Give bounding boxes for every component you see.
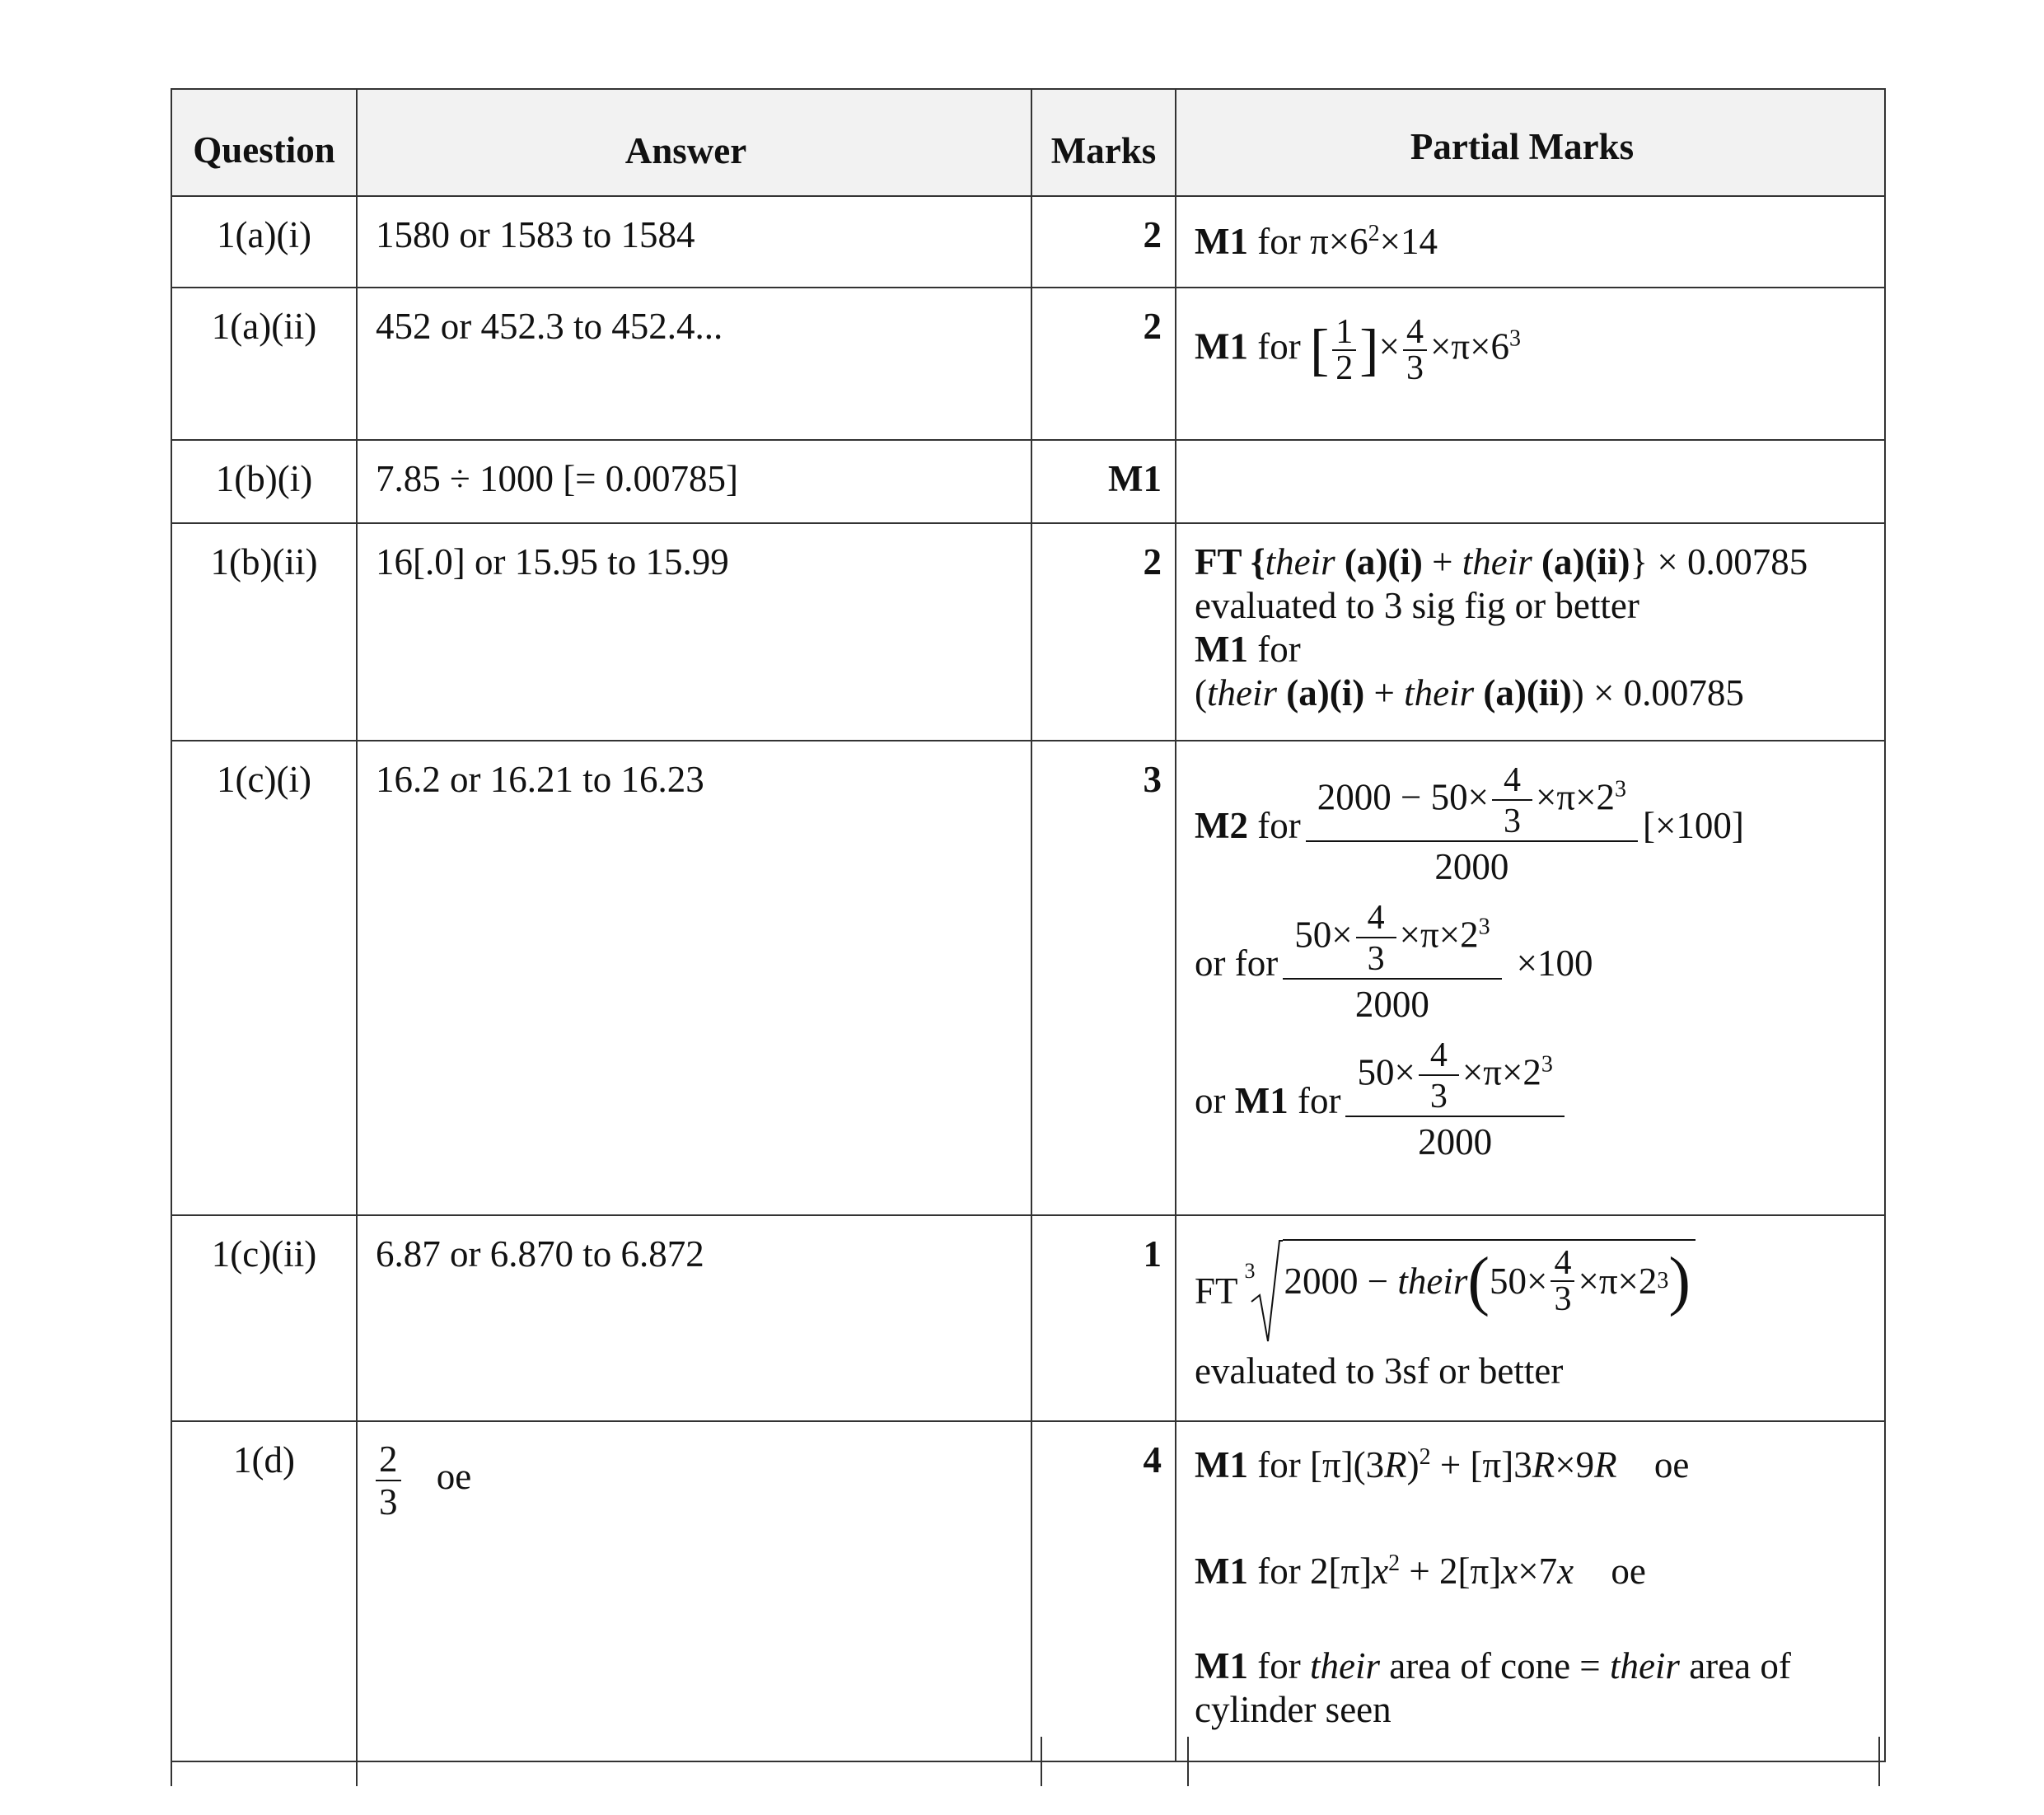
denominator: 2 [1335,349,1354,387]
question-cell: 1(a)(ii) [171,288,357,440]
text: ( [1195,672,1207,713]
partial-marks-cell [1176,523,1885,741]
expr: ×π×6 [1429,325,1509,367]
oe-label: oe [1653,1444,1690,1485]
oe-label: oe [436,1456,472,1498]
partial-line: evaluated to 3sf or better [1195,1350,1564,1392]
numerator: 4 [1551,1246,1574,1282]
fraction [1403,315,1427,386]
cube-root [1244,1237,1696,1345]
expr: 2000 − [1284,1260,1398,1302]
radical-sign-icon [1250,1237,1283,1345]
header-partial-marks: Partial Marks [1176,89,1885,196]
expr: 50× [1490,1260,1548,1302]
fraction [1551,1246,1574,1317]
part-ref: (a)(i) [1335,541,1423,582]
denominator: 3 [1554,1280,1572,1318]
their: their [1207,672,1277,713]
text: or [1195,1080,1235,1121]
marks-cell: 3 [1031,741,1176,1215]
marks-cell: 2 [1031,288,1176,440]
denominator: 3 [379,1481,398,1523]
question-cell: 1(c)(i) [171,741,357,1215]
expr-tail: ×14 [1379,221,1438,262]
text: FT [1195,1270,1238,1312]
math-expr [1310,221,1438,262]
numerator [1283,900,1501,980]
big-fraction [1283,900,1501,1027]
header-row [171,89,1885,196]
fraction [1419,1038,1459,1114]
mark-code: M1 [1234,1080,1289,1121]
exponent: 2 [1368,221,1380,246]
expr: 50× [1294,914,1353,956]
mark-code: M1 [1195,325,1248,367]
partial-line: evaluated to 3 sig fig or better [1195,585,1639,626]
expr: + 2[π] [1400,1551,1502,1592]
numerator [1345,1038,1564,1117]
header-marks: Marks [1031,89,1176,196]
partial-marks-cell [1176,1215,1885,1421]
var-r: R [1384,1444,1407,1485]
table-continuation [171,1737,1879,1786]
expr: 2[π] [1309,1551,1373,1592]
text: + [1422,541,1462,582]
expr: 2000 − 50× [1317,776,1489,818]
var-x: x [1557,1551,1574,1592]
numerator: 1 [1332,315,1356,351]
numerator: 4 [1356,900,1396,938]
text: for [1247,805,1301,846]
denominator: 3 [1503,802,1521,840]
text: } × 0.00785 [1630,541,1808,582]
big-fraction [1345,1038,1564,1164]
answer-cell: 6.87 or 6.870 to 6.872 [357,1215,1031,1421]
denominator: 2000 [1418,1121,1493,1162]
marks-cell: 1 [1031,1215,1176,1421]
expr: ×π×2 [1462,1051,1541,1093]
partial-marks-cell [1176,440,1885,523]
big-fraction [1306,763,1638,889]
denominator: 3 [1406,349,1424,387]
mark-code: M1 [1195,1645,1248,1686]
part-ref: (a)(i) [1277,672,1365,713]
expr: π×6 [1309,221,1368,262]
text: area of cone = [1379,1645,1610,1686]
their: their [1265,541,1335,582]
fraction [1356,900,1396,976]
expr: ) [1406,1444,1420,1485]
paren-close: ) [1668,1244,1691,1317]
header-question: Question [171,89,357,196]
numerator: 4 [1492,763,1532,801]
var-x: x [1372,1551,1389,1592]
text: + [1364,672,1405,713]
answer-cell: 16.2 or 16.21 to 16.23 [357,741,1031,1215]
mark-code: M1 [1195,221,1248,262]
var-r: R [1532,1444,1555,1485]
partial-marks-cell [1176,196,1885,288]
table-row [171,440,1885,523]
denominator: 3 [1429,1078,1448,1116]
table-row [171,1215,1885,1421]
text: for [1247,325,1310,367]
exponent: 3 [1508,325,1521,352]
answer-cell: 1580 or 1583 to 1584 [357,196,1031,288]
oe-label: oe [1611,1551,1646,1592]
expr-tail: ×100 [1516,943,1593,984]
question-cell: 1(b)(i) [171,440,357,523]
mark-code: M1 [1195,629,1248,670]
text: ) × 0.00785 [1571,672,1744,713]
mark-scheme-table [171,88,1886,1762]
their: their [1609,1645,1680,1686]
text: for [1288,1080,1341,1121]
table-row [171,1421,1885,1761]
part-ref: (a)(ii) [1532,541,1630,582]
text: for [1247,1444,1310,1485]
part-ref: (a)(ii) [1474,672,1572,713]
fraction [376,1438,401,1523]
partial-marks-cell [1176,1421,1885,1761]
method-or-for [1195,900,1868,1027]
question-cell: 1(c)(ii) [171,1215,357,1421]
text: for [1247,629,1301,670]
expr: ×π×2 [1399,914,1479,956]
numerator: 4 [1419,1038,1459,1076]
numerator: 4 [1403,315,1427,351]
text: for [1247,1551,1310,1592]
denominator: 2000 [1354,984,1429,1025]
marks-cell: M1 [1031,440,1176,523]
expr: + [π]3 [1430,1444,1532,1485]
question-cell: 1(d) [171,1421,357,1761]
text: area of cylinder seen [1195,1645,1791,1730]
table-row [171,196,1885,288]
partial-marks-cell: M1 for [ $\frac{1}{2}$ ]× $\frac{4}{3}$ $\times\pi\times 6^3$ [1176,288,1885,440]
answer-cell [357,1421,1031,1761]
root-index: 3 [1244,1259,1256,1283]
question-cell: 1(b)(ii) [171,523,357,741]
answer-cell: 7.85 ÷ 1000 [= 0.00785] [357,440,1031,523]
text: for [1247,221,1310,262]
expr: ×π×2 [1535,776,1615,818]
partial-marks-cell [1176,741,1885,1215]
paren-open: ( [1467,1244,1490,1317]
answer-cell: 452 or 452.3 to 452.4... [357,288,1031,440]
their: their [1462,541,1532,582]
ft-expression [1195,1237,1868,1345]
text: or for [1195,943,1279,984]
var-r: R [1594,1444,1617,1485]
text: for [1247,1645,1310,1686]
their: their [1397,1260,1468,1302]
answer-cell: 16[.0] or 15.95 to 15.99 [357,523,1031,741]
numerator [1306,763,1638,842]
denominator: 2000 [1434,846,1509,887]
their: their [1404,672,1475,713]
expr: ×7 [1518,1551,1558,1592]
method-m2 [1195,763,1868,889]
expr-tail: [×100] [1642,805,1744,846]
mark-code: M1 [1195,1444,1248,1485]
table-row [171,288,1885,440]
table-row [171,523,1885,741]
partial-line [1195,671,1868,715]
marks-cell: 4 [1031,1421,1176,1761]
mark-code: FT { [1195,541,1265,582]
expr: ×9 [1555,1444,1595,1485]
method-or-m1 [1195,1038,1868,1164]
partial-line [1195,1644,1868,1732]
header-answer: Answer [357,89,1031,196]
exponent: 3 [1541,1051,1553,1078]
exponent: 2 [1419,1444,1431,1470]
expr: ×π×2 [1578,1260,1658,1302]
expr: 50× [1357,1051,1415,1093]
marks-cell: 2 [1031,196,1176,288]
their: their [1309,1645,1380,1686]
numerator: 2 [376,1438,401,1481]
exponent: 3 [1614,776,1626,802]
partial-line [1195,628,1868,671]
question-cell: 1(a)(i) [171,196,357,288]
mark-code: M2 [1195,805,1248,846]
mark-code: M1 [1195,1551,1248,1592]
bracket-close: ] [1359,318,1379,382]
expr: [π](3 [1309,1444,1385,1485]
var-x: x [1501,1551,1518,1592]
denominator: 3 [1367,940,1385,978]
exponent: 2 [1388,1551,1401,1576]
radicand: 2000 − their ( 50× $\frac{4}{3}$ ×π×2 3 ) [1283,1239,1696,1317]
partial-line [1195,1443,1868,1487]
fraction [1332,315,1356,386]
exponent: 3 [1478,914,1490,940]
bracket-open: [ [1309,318,1330,382]
fraction [1492,763,1532,839]
partial-line [1195,1550,1868,1593]
partial-line [1195,540,1868,584]
marks-cell: 2 [1031,523,1176,741]
table-row [171,741,1885,1215]
